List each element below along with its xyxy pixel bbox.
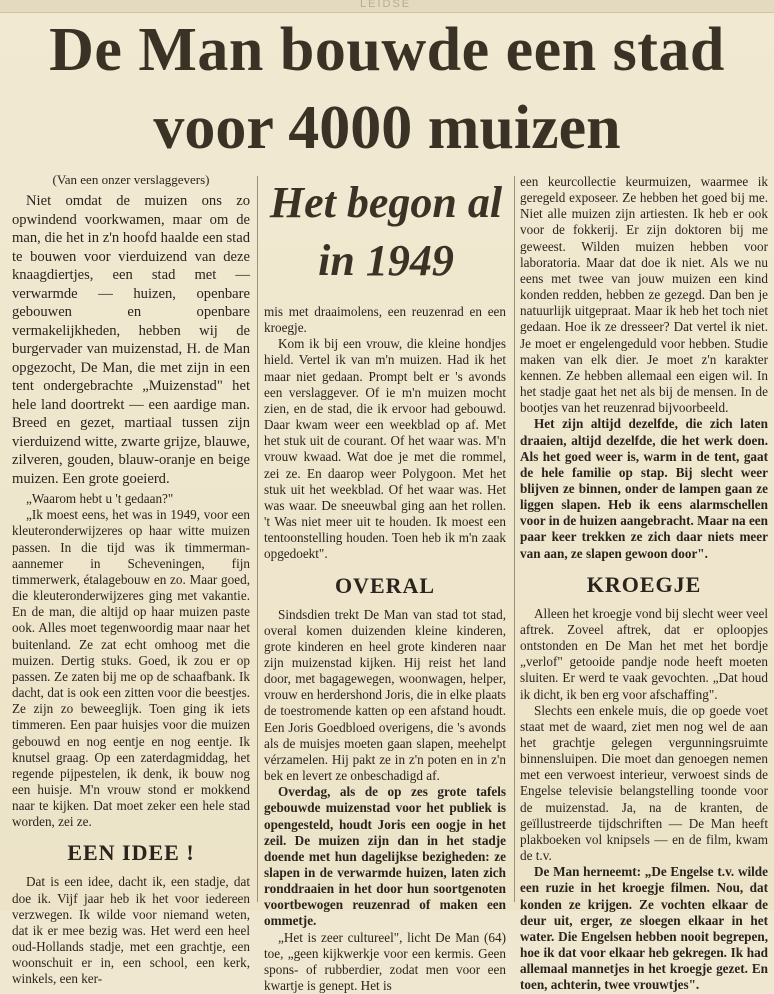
paragraph: „Waarom hebt u 't gedaan?"	[26, 491, 174, 507]
subtitle-line-1: Het begon al	[269, 178, 503, 227]
headline-line-1: De Man bouwde een stad	[49, 16, 725, 84]
paragraph: Sindsdien trekt De Man van stad tot stad, overal komen duizenden kleine kinderen, grote kinderen en heel grote kinderen naar zijn muizenstad kijken. Hij reist het land door, met bagagewegen, woonwagen, helper, vrouw en herdershond Joris, die in elke plaats de toestromende katten op een afstand houdt. Een Joris Goedbloed overigens, die 's avonds als de muisjes moeten gaan slapen, meehelpt vérzamelen. Hij pakt ze in z'n poten en in z'n bek en levert ze onbeschadigd af.	[264, 606, 506, 784]
column-3	[520, 174, 768, 994]
masthead-fragment: LEIDSE	[360, 0, 412, 10]
column-2	[264, 304, 506, 994]
paragraph: mis met draaimolens, een reuzenrad en een kroegje.	[264, 304, 506, 336]
bold-paragraph: Het zijn altijd dezelfde, die zich laten draaien, altijd dezelfde, die het werk doen. Als het goed weer is, warm in de tent, gaat de hele familie op stap. Bij slecht weer blijven ze binnen, onder de lampen gaan ze liggen slapen. Heb ik eens alarmschellen voor in de huizen aangebracht. Maar na een paar keer trekken ze zich daar niets meer van aan, ze slapen gewoon door".	[520, 416, 768, 561]
byline: (Van een onzer verslaggevers)	[52, 172, 210, 187]
subhead-kroegje: KROEGJE	[586, 571, 702, 597]
intro-paragraph: Niet omdat de muizen ons zo opwindend voorkwamen, maar om de man, die het in z'n hoofd haalde een stad te bouwen voor vierduizend van deze knaagdiertjes, een stad met — verwarmde — huizen, openbare gebouwen en openbare vermakelijkheden, hebben wij de burgervader van muizenstad, H. de Man opgezocht, De Man, die met zijn in een tent ondergebrachte „Muizenstad" het hele land doortrekt — een aardige man. Breed en gezet, martiaal tussen zijn vierduizend witte, zwarte grijze, blauwe, zilveren, gouden, blauw-oranje en beige muizen. Een grote goeierd.	[12, 193, 250, 487]
bold-paragraph: Overdag, als de op zes grote tafels gebouwde muizenstad voor het publiek is opengesteld, houdt Joris een oogje in het zeil. De muizen zijn dan in het stadje doende met hun dagelijkse bezigheden: ze slapen in de verwarmde huizen, laten zich ronddraaien in het door hun soortgenoten voortbewogen reuzenrad of maken een ommetje.	[264, 784, 506, 929]
column-1	[12, 172, 250, 988]
bold-paragraph: De Man herneemt: „De Engelse t.v. wilde een ruzie in het kroegje filmen. Nou, dat konden ze krijgen. Ze vochten elkaar de deur uit, erger, ze sloegen elkaar in het water. Die Engelsen hebben nooit begrepen, hoe ik dat voor elkaar heb gekregen. Ik had allemaal mannetjes in het kroegje gezet. En toen, achterin, twee vrouwtjes".	[520, 864, 768, 993]
column-rule-1	[257, 176, 258, 902]
headline-line-2: voor 4000 muizen	[153, 94, 621, 162]
paragraph: Dat is een idee, dacht ik, een stadje, dat doe ik. Vijf jaar heb ik het voor iedereen verzwegen. Ik wilde voor niemand weten, dat ik er mee bezig was. Het werd een heel oud-Hollands stadje, met een grachtje, een woonschuit er in, een school, een kerk, winkels, een ker-	[12, 874, 250, 987]
subhead-overal: OVERAL	[334, 572, 436, 598]
paragraph: Kom ik bij een vrouw, die kleine hondjes hield. Vertel ik van m'n muizen. Had ik het maar niet gedaan. Prompt belt er 's avonds een verslaggever. Of ie m'n muizen mocht zien, en de stad, die ik ervoor had gebouwd. Daar kwam weer een weekblad op af. Met het stuk uit de courant. Of het waar was. M'n vrouw kwaad. Wat doe je met die rommel, zei ze. En daarop weer Polygoon. Met het stuk uit het weekblad. Of het waar was. Het was waar. De sneeuwbal ging aan het rollen. 't Was niet meer uit te houden. Ik moest een tentoonstelling houden. Toen heb ik m'n zaak opgedoekt".	[264, 336, 506, 562]
masthead-strip	[0, 0, 774, 13]
paragraph: een keurcollectie keurmuizen, waarmee ik geregeld exposeer. Ze hebben het goed bij me. Niet alle muizen zijn artiesten. Ik heb er ook voor de fokkerij. Er zijn doktoren bij me geweest. Wilden muizen hebben voor laboratoria. Maar dat doe ik niet. Als we nu eens met twee van jouw muizen een kind konden redden, hebben ze gezegd. Dan ben je natuurlijk uitgepraat. Maar ik heb het toch niet gedaan. Hoe ik ze dresseer? Dat vertel ik niet. Je moet er engelengeduld voor hebben. Studie maken van elk dier. Je moet z'n karakter kennen. Ze hebben allemaal een eigen wil. In het stadje gaat het net als bij de mensen. In de bootjes van het reuzenrad bijvoorbeeld.	[520, 174, 768, 416]
subtitle	[262, 174, 510, 290]
paragraph: Slechts een enkele muis, die op goede voet staat met de waard, ziet men nog wel de aan het grachtje gelegen vergunningsruimte binnensluipen. Die moet dan genoegen nemen met een verwoest interieur, verwoest sinds de Engelse televisie belangstelling toonde voor de muizenstad. Ja, na de kranten, de geïllustreerde tijdschriften — De Man heeft plakboeken vol knipsels — en de film, kwam de t.v.	[520, 702, 768, 864]
paragraph: Alleen het kroegje vond bij slecht weer veel aftrek. Zoveel aftrek, dat er oploopjes ontstonden en De Man het met het bordje „verlof" getooide pandje node heeft moeten sluiten. Er werd te vaak gevochten. „Dat houd ik dicht, ik ben erg voor afschaffing".	[520, 605, 768, 702]
subtitle-line-2: in 1949	[318, 236, 454, 285]
paragraph: „Ik moest eens, het was in 1949, voor een kleuteronderwijzeres op haar witte muizen passen. In die tijd was ik timmerman-aannemer in Scheveningen, fijn timmerwerk, étalagebouw en zo. Maar goed, die kleuteronderwijzeres ging met vakantie. En de man, die altijd op haar muizen paste ook. Alles moet tegenwoordig maar naar het buitenland. Ze zat echt omhoog met die muizen. Dertig stuks. Goed, ik zou er op passen. Ze zaten bij me op de schaafbank. Ik dacht, dat is ook een zitten voor die beestjes. Ze zijn zo beweeglijk. Toen ging ik iets timmeren. Een paar huisjes voor die muizen gebouwd en nog eentje en nog eentje. Ik knutsel graag. Op een zaterdagmiddag, het regende pijpestelen, ik denk, ik bouw nog een huisje. M'n vrouw stond er mokkend naar te kijken. Dat moet zeker een hele stad worden, zei ze.	[12, 507, 250, 830]
column-rule-2	[514, 176, 515, 902]
subhead-een-idee: EEN IDEE !	[67, 840, 195, 866]
paragraph: „Het is zeer cultureel", licht De Man (64) toe, „geen kijkwerkje voor een kermis. Geen spons- of rubberdier, zodat men voor een kwartje is genept. Het is	[264, 929, 506, 994]
